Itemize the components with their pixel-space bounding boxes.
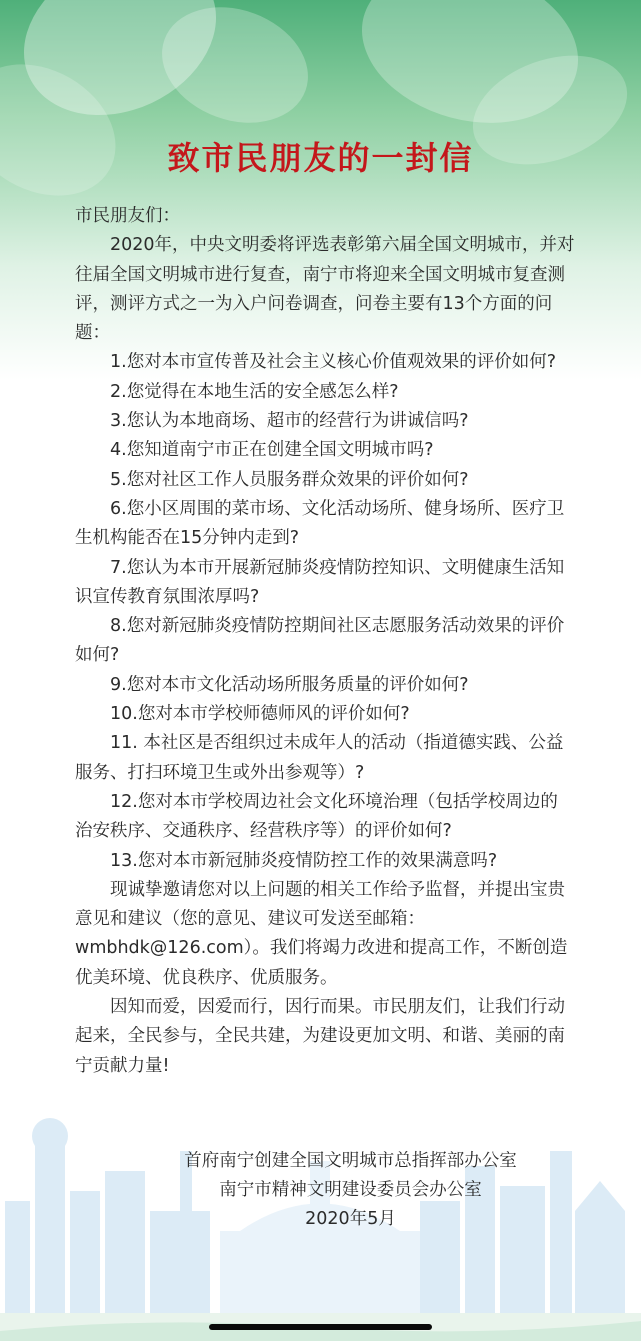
letter-body <box>75 202 575 1081</box>
signature-line: 首府南宁创建全国文明城市总指挥部办公室 <box>184 1151 517 1171</box>
signature-line: 南宁市精神文明建设委员会办公室 <box>219 1180 482 1200</box>
question-item: 5.您对社区工作人员服务群众效果的评价如何? <box>110 469 469 490</box>
invitation-paragraph: 现诚挚邀请您对以上问题的相关工作给予监督，并提出宝贵意见和建议（您的意见、建议可发送至邮箱：wmbhdk@126.com）。我们将竭力改进和提高工作，不断创造优美环境、优良秩序、优质服务。 <box>75 879 568 988</box>
closing-paragraph: 因知而爱，因爱而行，因行而果。市民朋友们，让我们行动起来，全民参与，全民共建，为建设更加文明、和谐、美丽的南宁贡献力量! <box>75 997 565 1076</box>
home-indicator[interactable] <box>209 1324 432 1330</box>
body-paragraph: 2020年，中央文明委将评选表彰第六届全国文明城市，并对往届全国文明城市进行复查，南宁市将迎来全国文明城市复查测评，测评方式之一为入户问卷调查，问卷主要有13个方面的问题： <box>75 235 575 344</box>
question-item: 11. 本社区是否组织过未成年人的活动（指道德实践、公益服务、打扫环境卫生或外出参观等）? <box>75 733 564 783</box>
question-item: 7.您认为本市开展新冠肺炎疫情防控知识、文明健康生活知识宣传教育氛围浓厚吗? <box>75 557 565 607</box>
question-item: 13.您对本市新冠肺炎疫情防控工作的效果满意吗? <box>110 850 498 871</box>
question-item: 12.您对本市学校周边社会文化环境治理（包括学校周边的治安秩序、交通秩序、经营秩序等）的评价如何? <box>75 791 558 842</box>
signature-date: 2020年5月 <box>305 1209 396 1229</box>
question-item: 4.您知道南宁市正在创建全国文明城市吗? <box>110 440 434 461</box>
question-item: 2.您觉得在本地生活的安全感怎么样? <box>110 381 399 402</box>
question-item: 6.您小区周围的菜市场、文化活动场所、健身场所、医疗卫生机构能否在15分钟内走到? <box>75 498 565 549</box>
question-item: 9.您对本市文化活动场所服务质量的评价如何? <box>110 674 469 695</box>
letter-title: 致市民朋友的一封信 <box>167 139 474 177</box>
greeting: 市民朋友们： <box>75 206 180 226</box>
question-item: 10.您对本市学校师德师风的评价如何? <box>110 704 410 725</box>
signature-block <box>0 1147 641 1234</box>
question-item: 8.您对新冠肺炎疫情防控期间社区志愿服务活动效果的评价如何? <box>75 616 565 666</box>
question-item: 1.您对本市宣传普及社会主义核心价值观效果的评价如何? <box>110 352 556 373</box>
question-item: 3.您认为本地商场、超市的经营行为讲诚信吗? <box>110 411 469 432</box>
